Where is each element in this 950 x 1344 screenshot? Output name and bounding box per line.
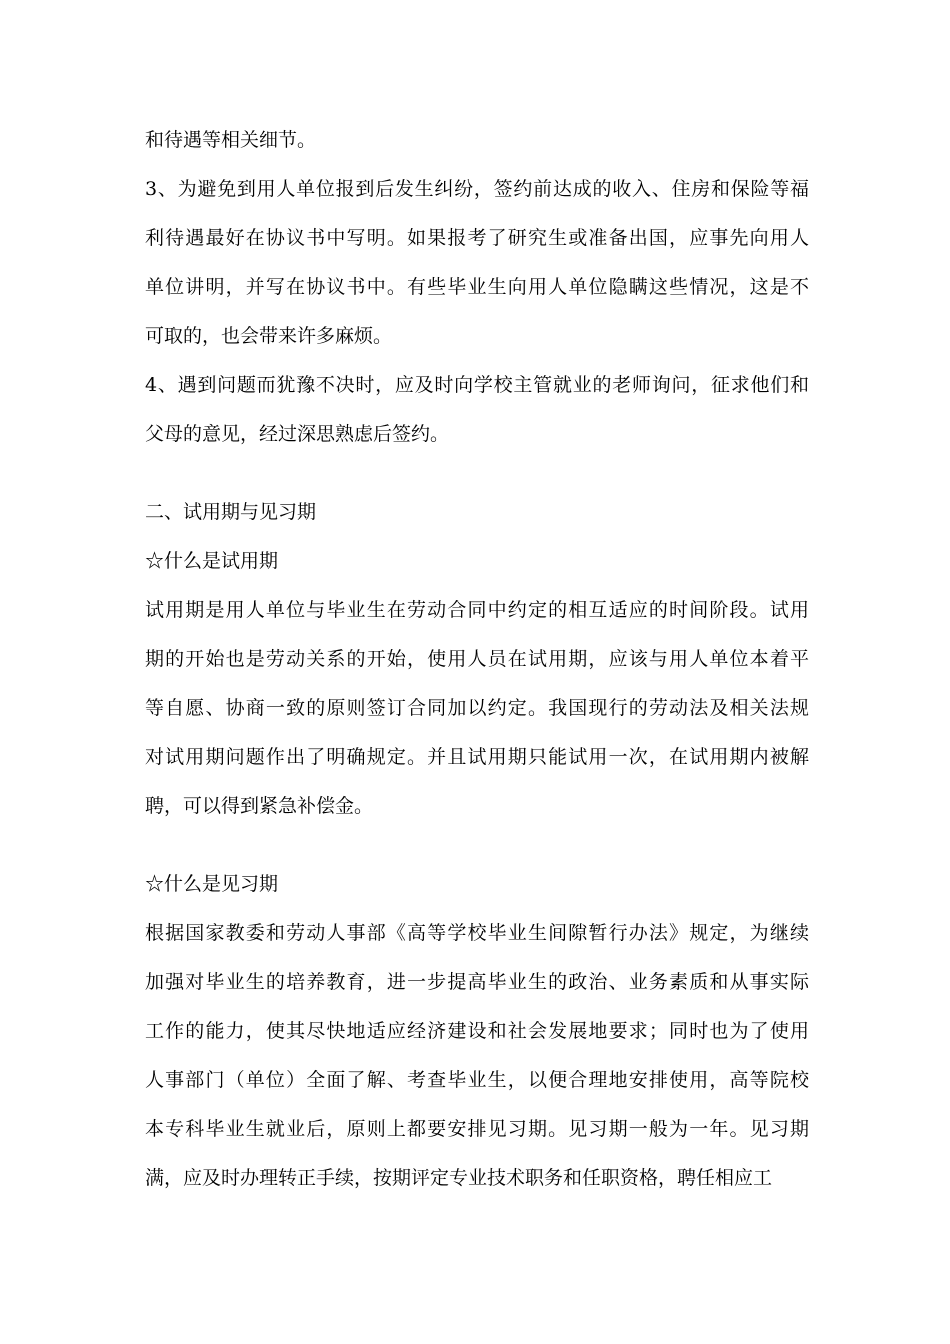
document-body [145, 116, 809, 1203]
paragraph [145, 909, 809, 1203]
text-line: 本专科毕业生就业后，原则上都要安排见习期。见习期一般为一年。见习期 [145, 1118, 809, 1140]
paragraph [145, 361, 809, 459]
text-line: 试用期是用人单位与毕业生在劳动合同中约定的相互适应的时间阶段。试用 [145, 599, 809, 621]
text-line: 工作的能力，使其尽快地适应经济建设和社会发展地要求；同时也为了使用 [145, 1020, 809, 1042]
text-line: 满，应及时办理转正手续，按期评定专业技术职务和任职资格，聘任相应工 [145, 1167, 773, 1189]
paragraph [145, 860, 809, 909]
text-line: 单位讲明，并写在协议书中。有些毕业生向用人单位隐瞒这些情况，这是不 [145, 276, 809, 298]
text-line: 聘，可以得到紧急补偿金。 [145, 795, 374, 817]
paragraph [145, 488, 809, 537]
paragraph [145, 116, 809, 165]
paragraph [145, 165, 809, 361]
text-line: 二、试用期与见习期 [145, 501, 317, 523]
text-line: 对试用期问题作出了明确规定。并且试用期只能试用一次，在试用期内被解 [145, 746, 809, 768]
paragraph-gap [145, 459, 809, 488]
text-line: 根据国家教委和劳动人事部《高等学校毕业生间隙暂行办法》规定，为继续 [145, 922, 809, 944]
text-line: 利待遇最好在协议书中写明。如果报考了研究生或准备出国，应事先向用人 [145, 227, 809, 249]
text-line: 期的开始也是劳动关系的开始，使用人员在试用期，应该与用人单位本着平 [145, 648, 809, 670]
text-line: 人事部门（单位）全面了解、考查毕业生，以便合理地安排使用，高等院校 [145, 1069, 809, 1091]
text-line: 和待遇等相关细节。 [145, 129, 317, 151]
paragraph [145, 537, 809, 586]
text-line: ☆什么是见习期 [145, 873, 279, 895]
text-line: 可取的，也会带来许多麻烦。 [145, 325, 393, 347]
text-line: 3、为避免到用人单位报到后发生纠纷，签约前达成的收入、住房和保险等福 [145, 178, 809, 200]
paragraph [145, 586, 809, 831]
text-line: 4、遇到问题而犹豫不决时，应及时向学校主管就业的老师询问，征求他们和 [145, 374, 809, 396]
text-line: ☆什么是试用期 [145, 550, 279, 572]
paragraph-gap [145, 831, 809, 860]
text-line: 等自愿、协商一致的原则签订合同加以约定。我国现行的劳动法及相关法规 [145, 697, 809, 719]
text-line: 父母的意见，经过深思熟虑后签约。 [145, 423, 450, 445]
text-line: 加强对毕业生的培养教育，进一步提高毕业生的政治、业务素质和从事实际 [145, 971, 809, 993]
